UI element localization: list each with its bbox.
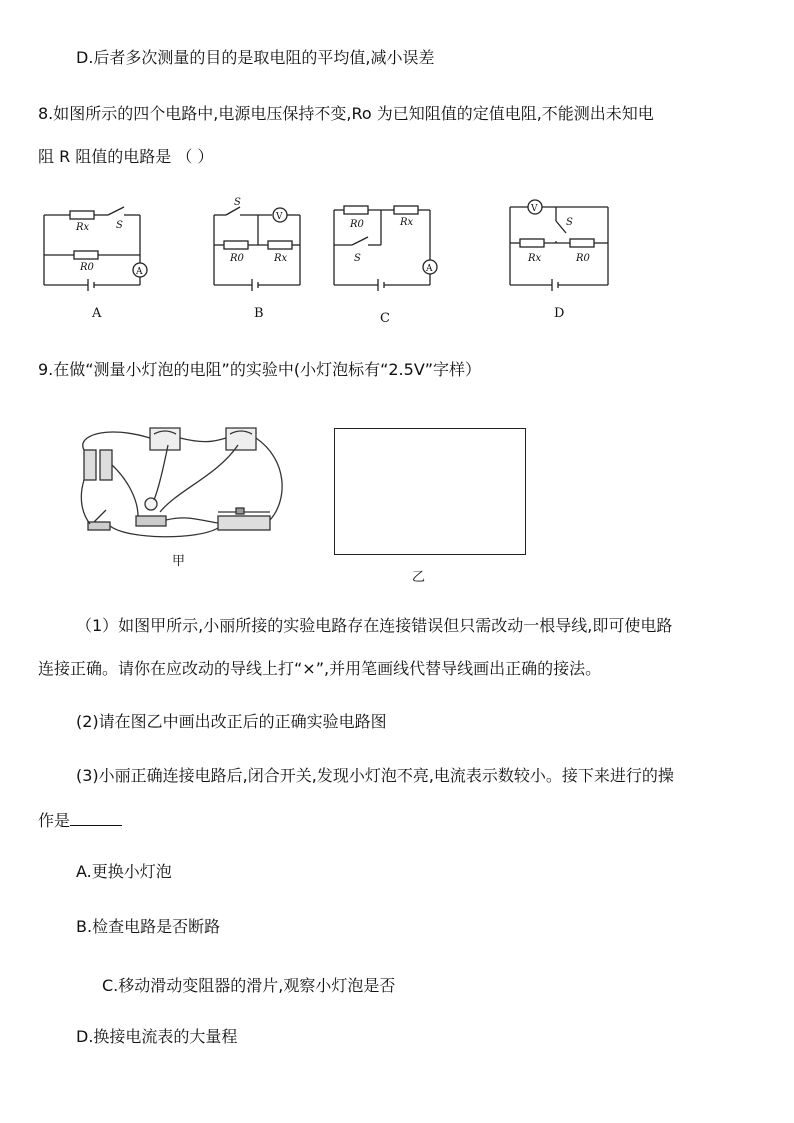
answer-blank[interactable] xyxy=(70,809,122,826)
resistor-rx xyxy=(70,211,94,219)
label-r0: R0 xyxy=(230,253,244,264)
circuit-d xyxy=(510,200,608,291)
rheostat xyxy=(218,516,270,530)
caption-d: D xyxy=(554,306,565,321)
caption-c: C xyxy=(380,311,390,326)
battery-cell xyxy=(100,450,112,480)
switch-s xyxy=(108,207,124,215)
label-rx: Rx xyxy=(400,217,414,228)
q9-part3-line2: 作是 xyxy=(38,811,71,830)
battery-cell xyxy=(84,450,96,480)
light-bulb xyxy=(145,498,157,510)
q9-part3-line2-wrap xyxy=(38,809,122,831)
label-r0: R0 xyxy=(80,262,94,273)
resistor-r0 xyxy=(344,206,368,214)
resistor-rx xyxy=(394,206,418,214)
label-ammeter: A xyxy=(426,264,433,274)
label-rx: Rx xyxy=(76,222,90,233)
resistor-r0 xyxy=(224,241,248,249)
resistor-r0 xyxy=(570,239,594,247)
q7-option-d: D.后者多次测量的目的是取电阻的平均值,减小误差 xyxy=(76,48,435,67)
label-s: S xyxy=(234,197,241,208)
label-ammeter: A xyxy=(136,267,143,277)
q9-part3-line1: (3)小丽正确连接电路后,闭合开关,发现小灯泡不亮,电流表示数较小。接下来进行的操 xyxy=(76,766,674,785)
q9-figure-yi-drawing-box[interactable] xyxy=(334,428,526,555)
q9-stem: 9.在做“测量小灯泡的电阻”的实验中(小灯泡标有“2.5V”字样） xyxy=(38,360,482,379)
q9-option-d: D.换接电流表的大量程 xyxy=(76,1027,238,1046)
q9-part1-line1: （1）如图甲所示,小丽所接的实验电路存在连接错误但只需改动一根导线,即可使电路 xyxy=(76,616,673,635)
resistor-rx xyxy=(268,241,292,249)
q9-figure-jia xyxy=(68,420,308,550)
label-s: S xyxy=(566,217,573,228)
caption-jia: 甲 xyxy=(172,554,186,569)
label-r0: R0 xyxy=(576,253,590,264)
caption-a: A xyxy=(92,306,102,321)
label-voltmeter: V xyxy=(276,212,283,222)
q9-option-a: A.更换小灯泡 xyxy=(76,862,172,881)
resistor-r0 xyxy=(74,251,98,259)
caption-yi: 乙 xyxy=(412,570,426,585)
label-rx: Rx xyxy=(528,253,542,264)
switch-s xyxy=(352,237,368,245)
label-s: S xyxy=(354,253,361,264)
q8-circuit-figures xyxy=(0,185,794,335)
label-r0: R0 xyxy=(350,219,364,230)
q9-option-c: C.移动滑动变阻器的滑片,观察小灯泡是否 xyxy=(102,976,396,995)
switch-s xyxy=(556,221,566,233)
switch-s xyxy=(226,207,240,215)
q8-stem-line1: 8.如图所示的四个电路中,电源电压保持不变,Ro 为已知阻值的定值电阻,不能测出未知电 xyxy=(38,104,654,123)
q9-part2: (2)请在图乙中画出改正后的正确实验电路图 xyxy=(76,712,387,731)
q9-option-b: B.检查电路是否断路 xyxy=(76,917,221,936)
switch-lever xyxy=(94,510,106,522)
circuit-b xyxy=(214,207,300,291)
q9-part1-line2: 连接正确。请你在应改动的导线上打“×”,并用笔画线代替导线画出正确的接法。 xyxy=(38,659,602,678)
circuit-a xyxy=(44,207,147,291)
rheostat-slider xyxy=(236,508,244,514)
switch-base xyxy=(88,522,110,530)
label-voltmeter: V xyxy=(531,204,538,214)
label-rx: Rx xyxy=(274,253,288,264)
resistor-rx xyxy=(520,239,544,247)
q8-stem-line2: 阻 R 阻值的电路是 （ ） xyxy=(38,147,214,166)
caption-b: B xyxy=(254,306,264,321)
bulb-base xyxy=(136,516,166,526)
label-s: S xyxy=(116,220,123,231)
